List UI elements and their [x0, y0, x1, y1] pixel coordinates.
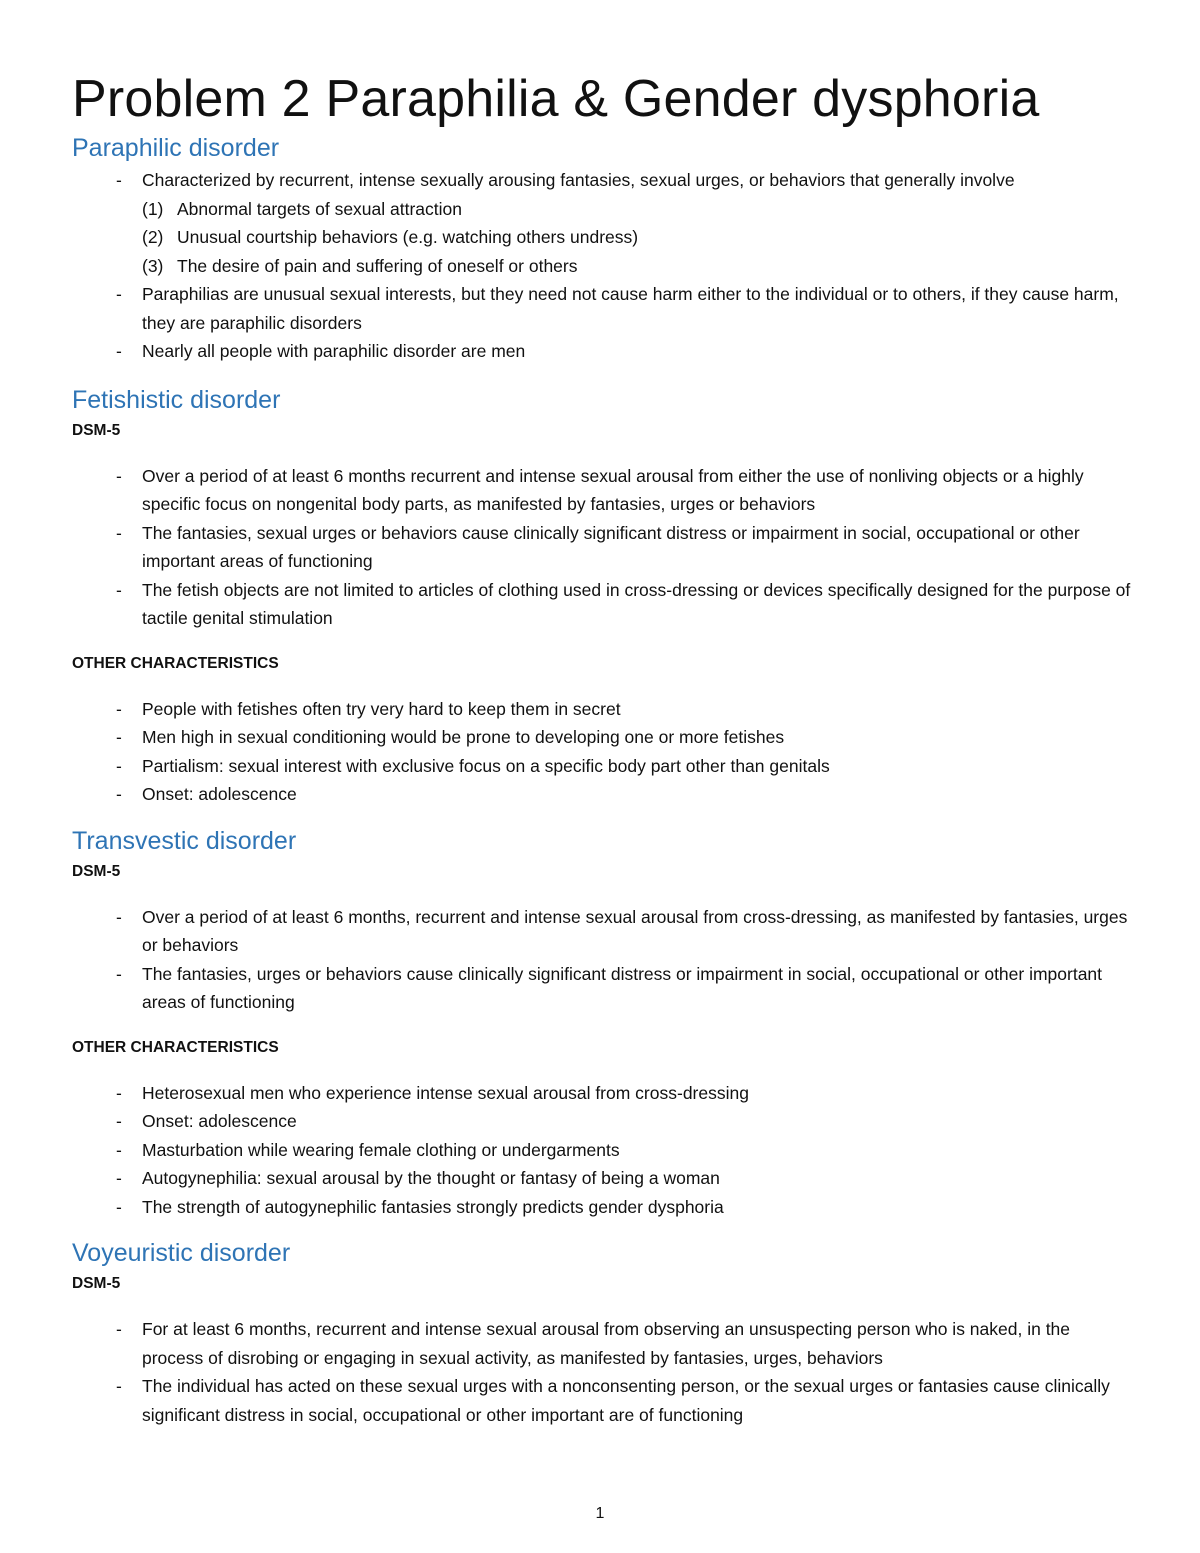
list-item: - The fantasies, urges or behaviors cause clinically significant distress or impairment in social, occupational or other important areas of functioning — [116, 963, 1103, 1012]
other-characteristics-label: OTHER CHARACTERISTICS — [72, 1038, 279, 1056]
dsm-label: DSM-5 — [72, 421, 121, 439]
dsm-label: DSM-5 — [72, 1275, 121, 1292]
dsm-label: DSM-5 — [72, 862, 121, 880]
list-item: - For at least 6 months, recurrent and intense sexual arousal from observing an unsuspecting person who is naked, in the process of disrobing or engaging in sexual activity, as manifested by fantasies, urges, behaviors — [116, 1319, 1071, 1368]
page-number: 1 — [595, 1505, 605, 1522]
list-item: - Partialism: sexual interest with exclusive focus on a specific body part other than genitals — [116, 755, 830, 776]
heading-paraphilic-disorder: Paraphilic disorder — [72, 134, 280, 162]
list-item: - Onset: adolescence — [116, 784, 297, 804]
list-item: - Heterosexual men who experience intense sexual arousal from cross-dressing — [116, 1082, 749, 1103]
list-item: - Paraphilias are unusual sexual interests, but they need not cause harm either to the individual or to others, if they cause harm, they are paraphilic disorders — [72, 280, 1132, 337]
numbered-item: (3) The desire of pain and suffering of oneself or others — [142, 255, 578, 276]
list-item: - Characterized by recurrent, intense sexually arousing fantasies, sexual urges, or behaviors that generally involve — [72, 166, 1132, 195]
list-item: - People with fetishes often try very hard to keep them in secret — [116, 698, 621, 719]
list-item: - Nearly all people with paraphilic disorder are men — [72, 337, 1132, 366]
heading-fetishistic-disorder: Fetishistic disorder — [72, 385, 281, 414]
page-title: Problem 2 Paraphilia & Gender dysphoria — [72, 70, 1040, 128]
numbered-item: (2) Unusual courtship behaviors (e.g. watching others undress) — [142, 227, 639, 247]
heading-voyeuristic-disorder: Voyeuristic disorder — [72, 1239, 291, 1267]
transvestic-other-list — [72, 1079, 1132, 1222]
paraphilic-sublist — [72, 195, 1132, 281]
list-item: - Men high in sexual conditioning would be prone to developing one or more fetishes — [116, 727, 785, 747]
bullet-dash: - — [116, 170, 122, 190]
bullet-dash: - — [116, 341, 122, 361]
list-item: - Onset: adolescence — [116, 1111, 297, 1131]
list-item: - The fantasies, sexual urges or behaviors cause clinically significant distress or impairment in social, occupational or other important areas of functioning — [116, 522, 1080, 571]
bullet-dash: - — [116, 284, 122, 304]
list-item: - The individual has acted on these sexual urges with a nonconsenting person, or the sexual urges or fantasies cause clinically significant distress in social, occupational or other important are of functioning — [116, 1376, 1110, 1425]
list-item: - The fetish objects are not limited to articles of clothing used in cross-dressing or devices specifically designed for the purpose of tactile genital stimulation — [116, 579, 1131, 628]
other-characteristics-label: OTHER CHARACTERISTICS — [72, 654, 279, 672]
numbered-item: (1) Abnormal targets of sexual attraction — [142, 198, 463, 219]
heading-transvestic-disorder: Transvestic disorder — [72, 826, 297, 855]
document-page — [72, 70, 1132, 1429]
fetishistic-other-list — [72, 695, 1132, 809]
list-item: - The strength of autogynephilic fantasies strongly predicts gender dysphoria — [116, 1196, 724, 1217]
list-item: - Autogynephilia: sexual arousal by the thought or fantasy of being a woman — [116, 1168, 720, 1188]
fetishistic-dsm-list — [72, 462, 1132, 633]
voyeuristic-dsm-list — [72, 1315, 1132, 1429]
list-item: - Over a period of at least 6 months, recurrent and intense sexual arousal from cross-dressing, as manifested by fantasies, urges or behaviors — [116, 906, 1128, 955]
transvestic-dsm-list — [72, 903, 1132, 1017]
paraphilic-list-cont — [72, 280, 1132, 366]
list-item: - Over a period of at least 6 months recurrent and intense sexual arousal from either the use of nonliving objects or a highly specific focus on nongenital body parts, as manifested by fantasies, urges or behaviors — [116, 465, 1084, 514]
paraphilic-list — [72, 166, 1132, 195]
list-item: - Masturbation while wearing female clothing or undergarments — [116, 1139, 620, 1160]
